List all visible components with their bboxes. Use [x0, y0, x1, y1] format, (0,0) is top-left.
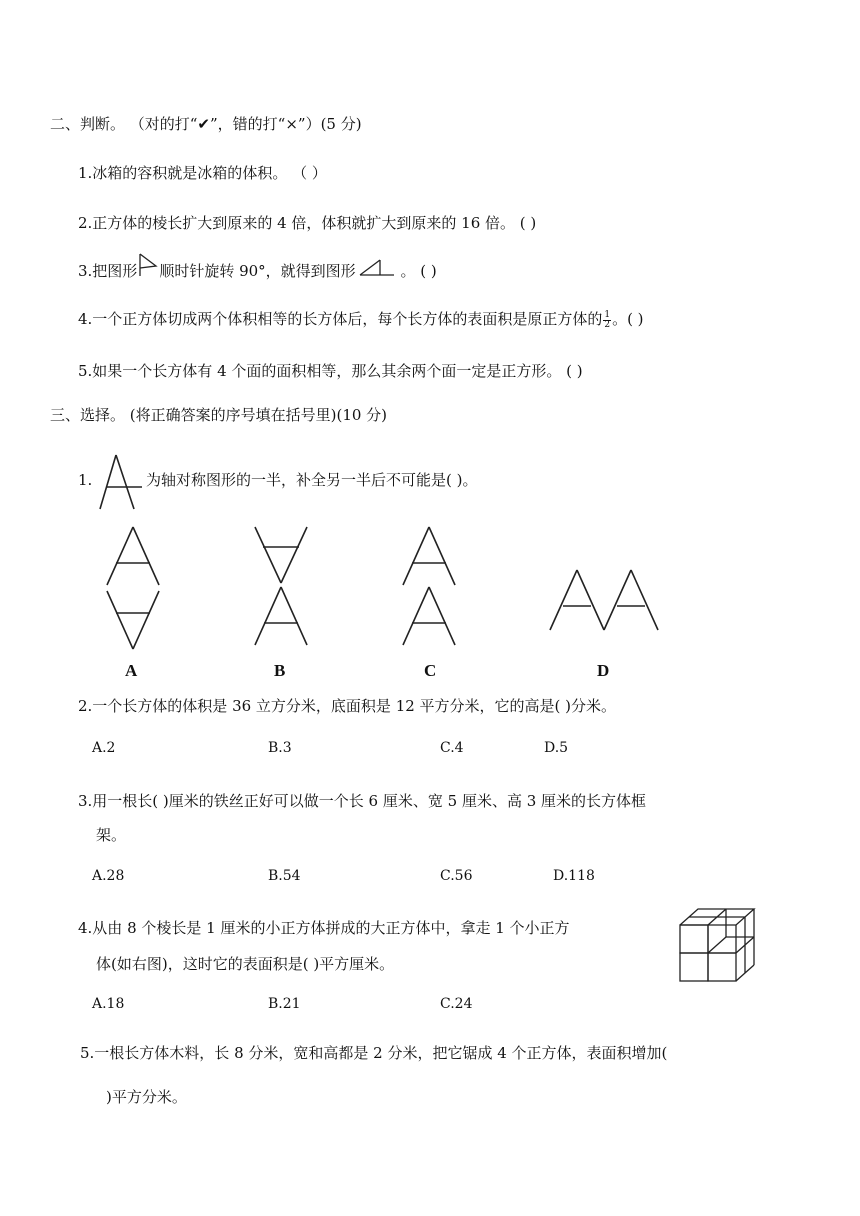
choice-question-5-line2: )平方分米。 [106, 1088, 187, 1106]
rotated-figure-icon [356, 258, 396, 276]
q4-option-a: A.18 [92, 996, 125, 1012]
choice-question-5-line1: 5.一根长方体木料，长 8 分米，宽和高都是 2 分米，把它锯成 4 个正方体，表面积增加( [80, 1044, 668, 1062]
q2-option-c: C.4 [440, 740, 464, 756]
judge-q3-suffix: 。 ( ) [395, 262, 437, 280]
option-d-figure [548, 568, 663, 638]
q3-option-a: A.28 [92, 868, 125, 884]
judge-question-3 [78, 258, 437, 281]
choice-question-2: 2.一个长方体的体积是 36 立方分米，底面积是 12 平方分米，它的高是( )分米。 [78, 697, 617, 715]
section3-title: 三、选择。 (将正确答案的序号填在括号里)(10 分) [50, 406, 388, 424]
judge-q3-prefix: 3.把图形 [78, 262, 138, 280]
option-b-figure [253, 525, 313, 655]
judge-question-4 [78, 309, 644, 330]
choice-question-3-line1: 3.用一根长( )厘米的铁丝正好可以做一个长 6 厘米、宽 5 厘米、高 3 厘米的长方体框 [78, 792, 647, 810]
choice-question-3-line2: 架。 [96, 826, 127, 844]
judge-question-2: 2.正方体的棱长扩大到原来的 4 倍，体积就扩大到原来的 16 倍。 ( ) [78, 214, 537, 232]
option-a-figure [105, 525, 165, 655]
judge-q4-prefix: 4.一个正方体切成两个体积相等的长方体后，每个长方体的表面积是原正方体的 [78, 310, 603, 328]
q4-option-c: C.24 [440, 996, 473, 1012]
section2-title: 二、判断。 （对的打“✔”，错的打“×”）(5 分) [50, 115, 362, 133]
choice-q1-text: 为轴对称图形的一半，补全另一半后不可能是( )。 [146, 471, 478, 489]
choice-question-4-line2: 体(如右图)，这时它的表面积是( )平方厘米。 [96, 955, 395, 973]
option-d-label: D [597, 661, 610, 680]
judge-q4-suffix: 。( ) [612, 310, 644, 328]
option-c-label: C [424, 661, 437, 680]
q2-option-a: A.2 [92, 740, 116, 756]
choice-question-4-line1: 4.从由 8 个棱长是 1 厘米的小正方体拼成的大正方体中，拿走 1 个小正方 [78, 919, 570, 937]
judge-question-1: 1.冰箱的容积就是冰箱的体积。 （ ） [78, 164, 327, 182]
flag-figure-icon [137, 258, 159, 276]
fraction-one-half [603, 311, 611, 330]
q3-option-c: C.56 [440, 868, 473, 884]
q2-option-d: D.5 [544, 740, 569, 756]
option-a-label: A [125, 661, 138, 680]
judge-question-5: 5.如果一个长方体有 4 个面的面积相等，那么其余两个面一定是正方形。 ( ) [78, 362, 583, 380]
q3-option-b: B.54 [268, 868, 301, 884]
option-c-figure [401, 525, 461, 655]
q3-option-d: D.118 [553, 868, 595, 884]
fraction-denominator: 2 [604, 319, 611, 330]
cube-figure [678, 905, 778, 995]
q2-option-b: B.3 [268, 740, 292, 756]
half-figure-icon [96, 453, 146, 513]
option-b-label: B [274, 661, 286, 680]
judge-q3-middle: 顺时针旋转 90°，就得到图形 [159, 262, 356, 280]
q4-option-b: B.21 [268, 996, 301, 1012]
fraction-numerator: 1 [604, 309, 611, 320]
choice-q1-number: 1. [78, 471, 93, 489]
